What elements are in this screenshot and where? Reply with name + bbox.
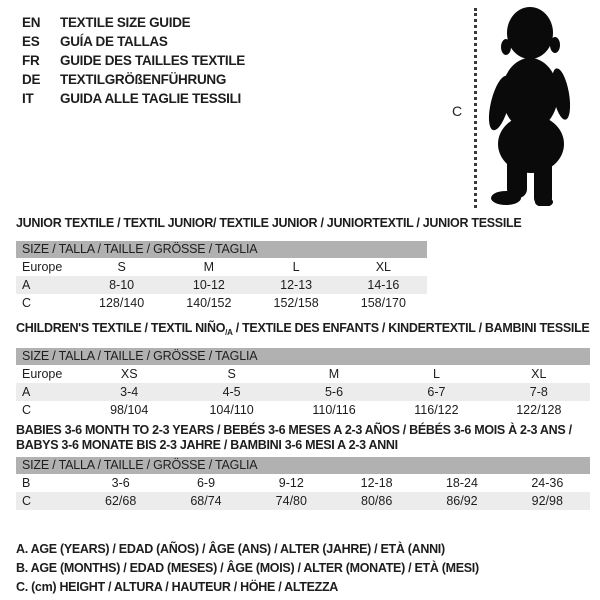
height-cell: 152/158 [273,296,319,310]
row-label: A [22,278,31,292]
language-code: FR [22,53,40,68]
language-code: EN [22,15,41,30]
legend-line-b: B. AGE (MONTHS) / EDAD (MESES) / ÂGE (MOIS) / ALTER (MONATE) / ETÀ (MESI) [16,561,479,575]
age-cell: 18-24 [445,476,478,490]
baby-silhouette-icon [485,6,580,211]
height-cell: 158/170 [360,296,406,310]
age-cell: 12-13 [280,278,313,292]
language-item [22,51,245,70]
height-cell: 80/86 [361,494,393,508]
row-label: Europe [22,367,63,381]
size-cell: M [203,260,215,274]
title-subscript: /A [225,328,233,337]
height-cell: 122/128 [516,403,562,417]
size-cell: XL [375,260,392,274]
language-item [22,13,245,32]
age-cell: 6-9 [196,476,216,490]
row-label: B [22,476,31,490]
title-line-1: BABIES 3-6 MONTH TO 2-3 YEARS / BEBÉS 3-6 MESES A 2-3 AÑOS / BÉBÉS 3-6 MOIS À 2-3 ANS / [16,423,572,437]
table-row-age [16,276,427,294]
size-cell: S [117,260,126,274]
row-label: C [22,296,32,310]
table-header-size: SIZE / TALLA / TAILLE / GRÖSSE / TAGLIA [16,348,590,365]
babies-size-table [16,457,590,510]
age-cell: 10-12 [192,278,225,292]
language-code: IT [22,91,34,106]
language-item [22,32,245,51]
title-text: CHILDREN'S TEXTILE / TEXTIL NIÑO [16,321,226,335]
size-cell: XL [531,367,547,381]
size-cell: XS [120,367,138,381]
table-header-size: SIZE / TALLA / TAILLE / GRÖSSE / TAGLIA [16,457,590,474]
table-row-age [16,383,590,401]
height-measure-label: C [452,103,463,119]
age-cell: 14-16 [367,278,400,292]
height-cell: 110/116 [312,403,356,417]
size-cell: S [227,367,236,381]
height-cell: 140/152 [186,296,232,310]
title-text: / TEXTILE DES ENFANTS / KINDERTEXTIL / BAMBINI TESSILE [232,321,590,335]
junior-size-table [16,241,427,312]
age-cell: 7-8 [529,385,548,399]
table-header-size: SIZE / TALLA / TAILLE / GRÖSSE / TAGLIA [16,241,427,258]
row-label: A [22,385,31,399]
table-row-europe [16,258,427,276]
height-cell: 62/68 [105,494,137,508]
age-cell: 6-7 [427,385,446,399]
row-label: C [22,494,32,508]
legend-line-c: C. (cm) HEIGHT / ALTURA / HAUTEUR / HÖHE / ALTEZZA [16,580,339,594]
table-row-height [16,492,590,510]
age-cell: 24-36 [531,476,564,490]
language-list [22,13,245,108]
age-cell: 3-6 [111,476,130,490]
age-cell: 4-5 [222,385,241,399]
height-cell: 98/104 [110,403,149,417]
height-cell: 128/140 [99,296,145,310]
section-title-junior: JUNIOR TEXTILE / TEXTIL JUNIOR/ TEXTILE JUNIOR / JUNIORTEXTIL / JUNIOR TESSILE [16,216,522,230]
age-cell: 12-18 [360,476,393,490]
children-size-table [16,348,590,419]
height-cell: 74/80 [275,494,307,508]
age-cell: 3-4 [120,385,139,399]
language-title: GUIDA ALLE TAGLIE TESSILI [60,91,241,106]
age-cell: 9-12 [278,476,304,490]
language-title: GUIDE DES TAILLES TEXTILE [60,53,246,68]
table-row-height [16,294,427,312]
title-line-2: BABYS 3-6 MONATE BIS 2-3 JAHRE / BAMBINI 3-6 MESI A 2-3 ANNI [16,438,398,452]
measure-legend [16,540,479,597]
height-measure-dotted-line [474,8,477,208]
height-cell: 116/122 [414,403,459,417]
language-title: GUÍA DE TALLAS [60,34,168,49]
language-title: TEXTILE SIZE GUIDE [60,15,191,30]
height-cell: 92/98 [531,494,563,508]
language-item [22,89,245,108]
table-row-height [16,401,590,419]
language-title: TEXTILGRÖßENFÜHRUNG [60,72,227,87]
table-row-age-months [16,474,590,492]
table-row-europe [16,365,590,383]
row-label: C [22,403,32,417]
size-cell: L [292,260,300,274]
height-cell: 86/92 [446,494,478,508]
height-cell: 104/110 [209,403,254,417]
section-title-children [16,321,589,337]
language-code: ES [22,34,40,49]
legend-line-a: A. AGE (YEARS) / EDAD (AÑOS) / ÂGE (ANS) / ALTER (JAHRE) / ETÀ (ANNI) [16,542,445,556]
section-title-babies [16,423,572,453]
row-label: Europe [22,260,63,274]
height-cell: 68/74 [190,494,222,508]
size-cell: L [432,367,440,381]
language-code: DE [22,72,41,87]
age-cell: 5-6 [324,385,344,399]
language-item [22,70,245,89]
size-cell: M [328,367,340,381]
age-cell: 8-10 [109,278,135,292]
